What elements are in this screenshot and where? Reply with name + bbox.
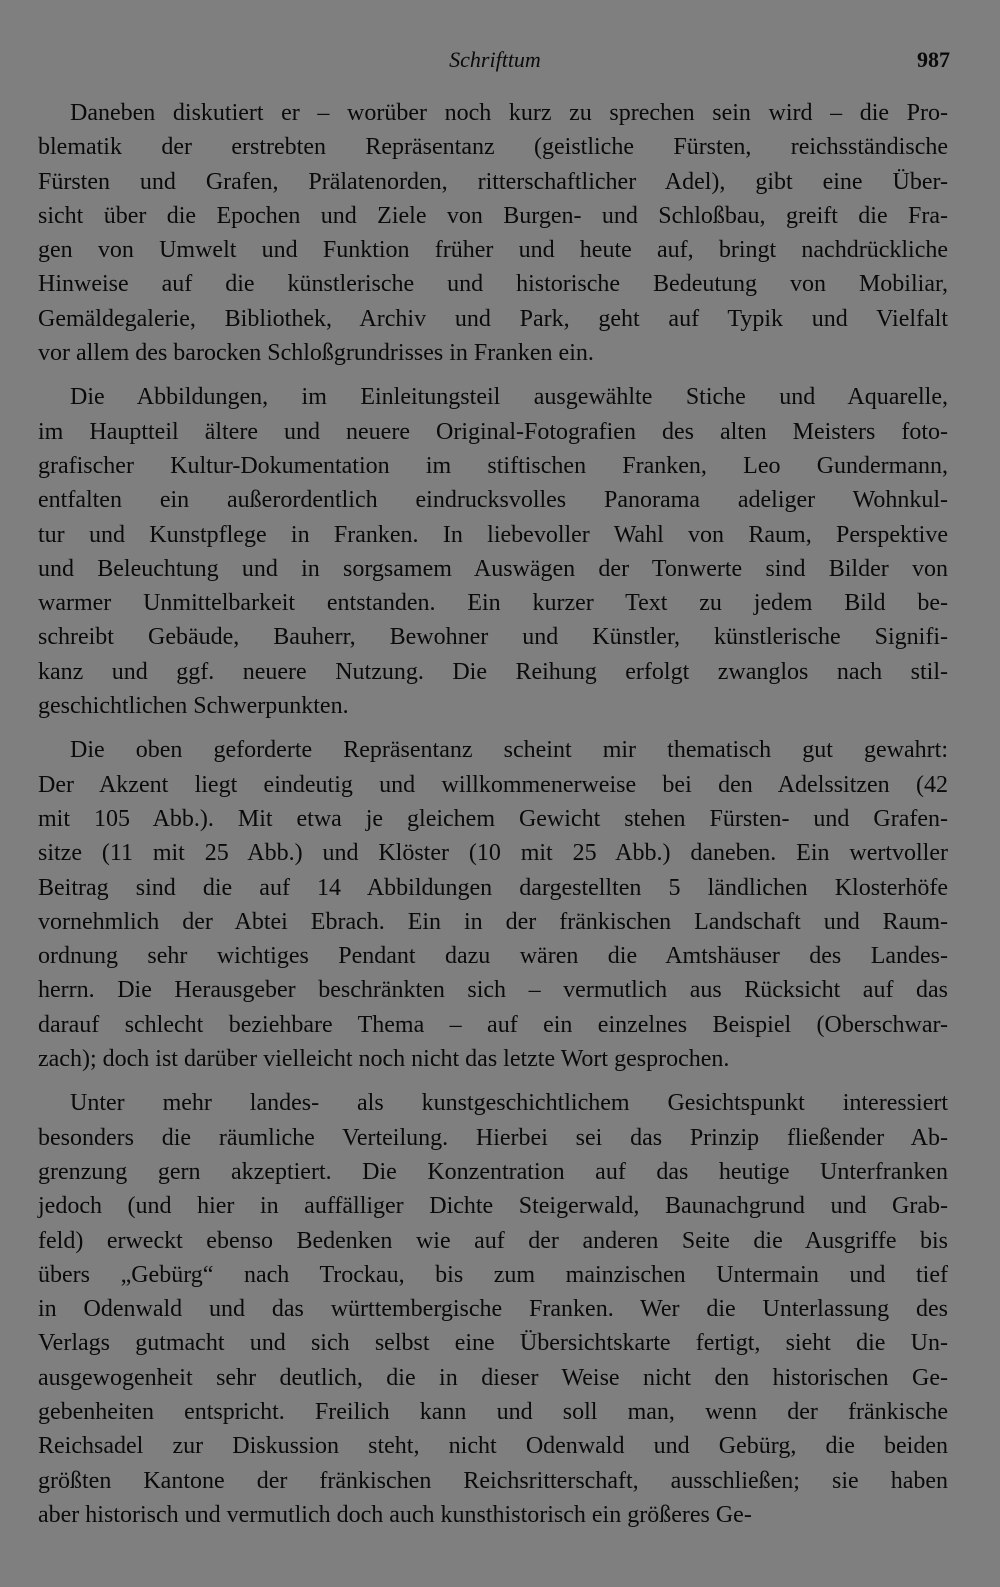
text-line: besonders die räumliche Verteilung. Hierbei sei das Prinzip fließender Ab- <box>38 1124 948 1151</box>
text-line: sicht über die Epochen und Ziele von Burgen- und Schloßbau, greift die Fra- <box>38 202 948 229</box>
text-line: darauf schlecht beziehbare Thema – auf ein einzelnes Beispiel (Oberschwar- <box>38 1011 948 1038</box>
text-line: mit 105 Abb.). Mit etwa je gleichem Gewicht stehen Fürsten- und Grafen- <box>38 805 948 832</box>
text-line: Die Abbildungen, im Einleitungsteil ausgewählte Stiche und Aquarelle, <box>70 384 948 411</box>
text-line: größten Kantone der fränkischen Reichsritterschaft, ausschließen; sie haben <box>38 1467 948 1494</box>
text-line: und Beleuchtung und in sorgsamem Auswägen der Tonwerte sind Bilder von <box>38 555 948 582</box>
text-line: im Hauptteil ältere und neuere Original-Fotografien des alten Meisters foto- <box>38 418 948 445</box>
text-line: zach); doch ist darüber vielleicht noch nicht das letzte Wort gesprochen. <box>38 1046 730 1073</box>
text-line: warmer Unmittelbarkeit entstanden. Ein kurzer Text zu jedem Bild be- <box>38 590 948 617</box>
text-line: übers „Gebürg“ nach Trockau, bis zum mainzischen Untermain und tief <box>38 1261 948 1288</box>
text-line: grenzung gern akzeptiert. Die Konzentration auf das heutige Unterfranken <box>38 1158 948 1185</box>
text-line: Der Akzent liegt eindeutig und willkommenerweise bei den Adelssitzen (42 <box>38 771 948 798</box>
paragraph <box>38 380 948 723</box>
text-line: geschichtlichen Schwerpunkten. <box>38 693 349 720</box>
text-line: Daneben diskutiert er – worüber noch kurz zu sprechen sein wird – die Pro- <box>70 100 948 126</box>
text-line: kanz und ggf. neuere Nutzung. Die Reihung erfolgt zwanglos nach stil- <box>38 658 948 685</box>
running-title: Schrifttum <box>449 47 541 72</box>
text-line: Beitrag sind die auf 14 Abbildungen dargestellten 5 ländlichen Klosterhöfe <box>38 874 948 901</box>
text-line: Verlags gutmacht und sich selbst eine Übersichtskarte fertigt, sieht die Un- <box>38 1330 948 1357</box>
text-line: ordnung sehr wichtiges Pendant dazu wären die Amtshäuser des Landes- <box>38 943 948 970</box>
running-header <box>40 44 950 76</box>
paragraph <box>38 1086 948 1532</box>
paragraph <box>38 733 948 1076</box>
paragraph <box>38 96 948 370</box>
text-line: Die oben geforderte Repräsentanz scheint mir thematisch gut gewahrt: <box>70 737 948 764</box>
text-line: gebenheiten entspricht. Freilich kann und soll man, wenn der fränkische <box>38 1398 948 1425</box>
text-line: Reichsadel zur Diskussion steht, nicht Odenwald und Gebürg, die beiden <box>38 1433 948 1460</box>
text-line: vornehmlich der Abtei Ebrach. Ein in der fränkischen Landschaft und Raum- <box>38 908 948 935</box>
text-line: aber historisch und vermutlich doch auch kunsthistorisch ein größeres Ge- <box>38 1501 752 1528</box>
text-line: tur und Kunstpflege in Franken. In liebevoller Wahl von Raum, Perspektive <box>38 521 948 548</box>
text-line: Hinweise auf die künstlerische und historische Bedeutung von Mobiliar, <box>38 271 948 298</box>
text-line: in Odenwald und das württembergische Franken. Wer die Unterlassung des <box>38 1296 948 1323</box>
text-line: ausgewogenheit sehr deutlich, die in dieser Weise nicht den historischen Ge- <box>38 1364 948 1391</box>
text-line: schreibt Gebäude, Bauherr, Bewohner und Künstler, künstlerische Signifi- <box>38 624 948 651</box>
text-line: feld) erweckt ebenso Bedenken wie auf der anderen Seite die Ausgriffe bis <box>38 1227 948 1254</box>
text-line: gen von Umwelt und Funktion früher und heute auf, bringt nachdrückliche <box>38 237 948 264</box>
text-line: Gemäldegalerie, Bibliothek, Archiv und Park, geht auf Typik und Vielfalt <box>38 305 948 332</box>
text-line: Unter mehr landes- als kunstgeschichtlichem Gesichtspunkt interessiert <box>70 1090 948 1117</box>
text-line: jedoch (und hier in auffälliger Dichte Steigerwald, Baunachgrund und Grab- <box>38 1193 948 1220</box>
text-line: blematik der erstrebten Repräsentanz (geistliche Fürsten, reichsständische <box>38 134 948 161</box>
text-line: herrn. Die Herausgeber beschränkten sich – vermutlich aus Rücksicht auf das <box>38 977 948 1004</box>
text-line: Fürsten und Grafen, Prälatenorden, ritterschaftlicher Adel), gibt eine Über- <box>38 168 948 195</box>
page-number: 987 <box>917 47 950 72</box>
text-line: sitze (11 mit 25 Abb.) und Klöster (10 mit 25 Abb.) daneben. Ein wertvoller <box>38 840 948 867</box>
text-line: entfalten ein außerordentlich eindrucksvolles Panorama adeliger Wohnkul- <box>38 487 948 514</box>
text-line: vor allem des barocken Schloßgrundrisses in Franken ein. <box>38 340 594 367</box>
body-text <box>38 96 948 1542</box>
text-line: grafischer Kultur-Dokumentation im stiftischen Franken, Leo Gundermann, <box>38 452 948 479</box>
